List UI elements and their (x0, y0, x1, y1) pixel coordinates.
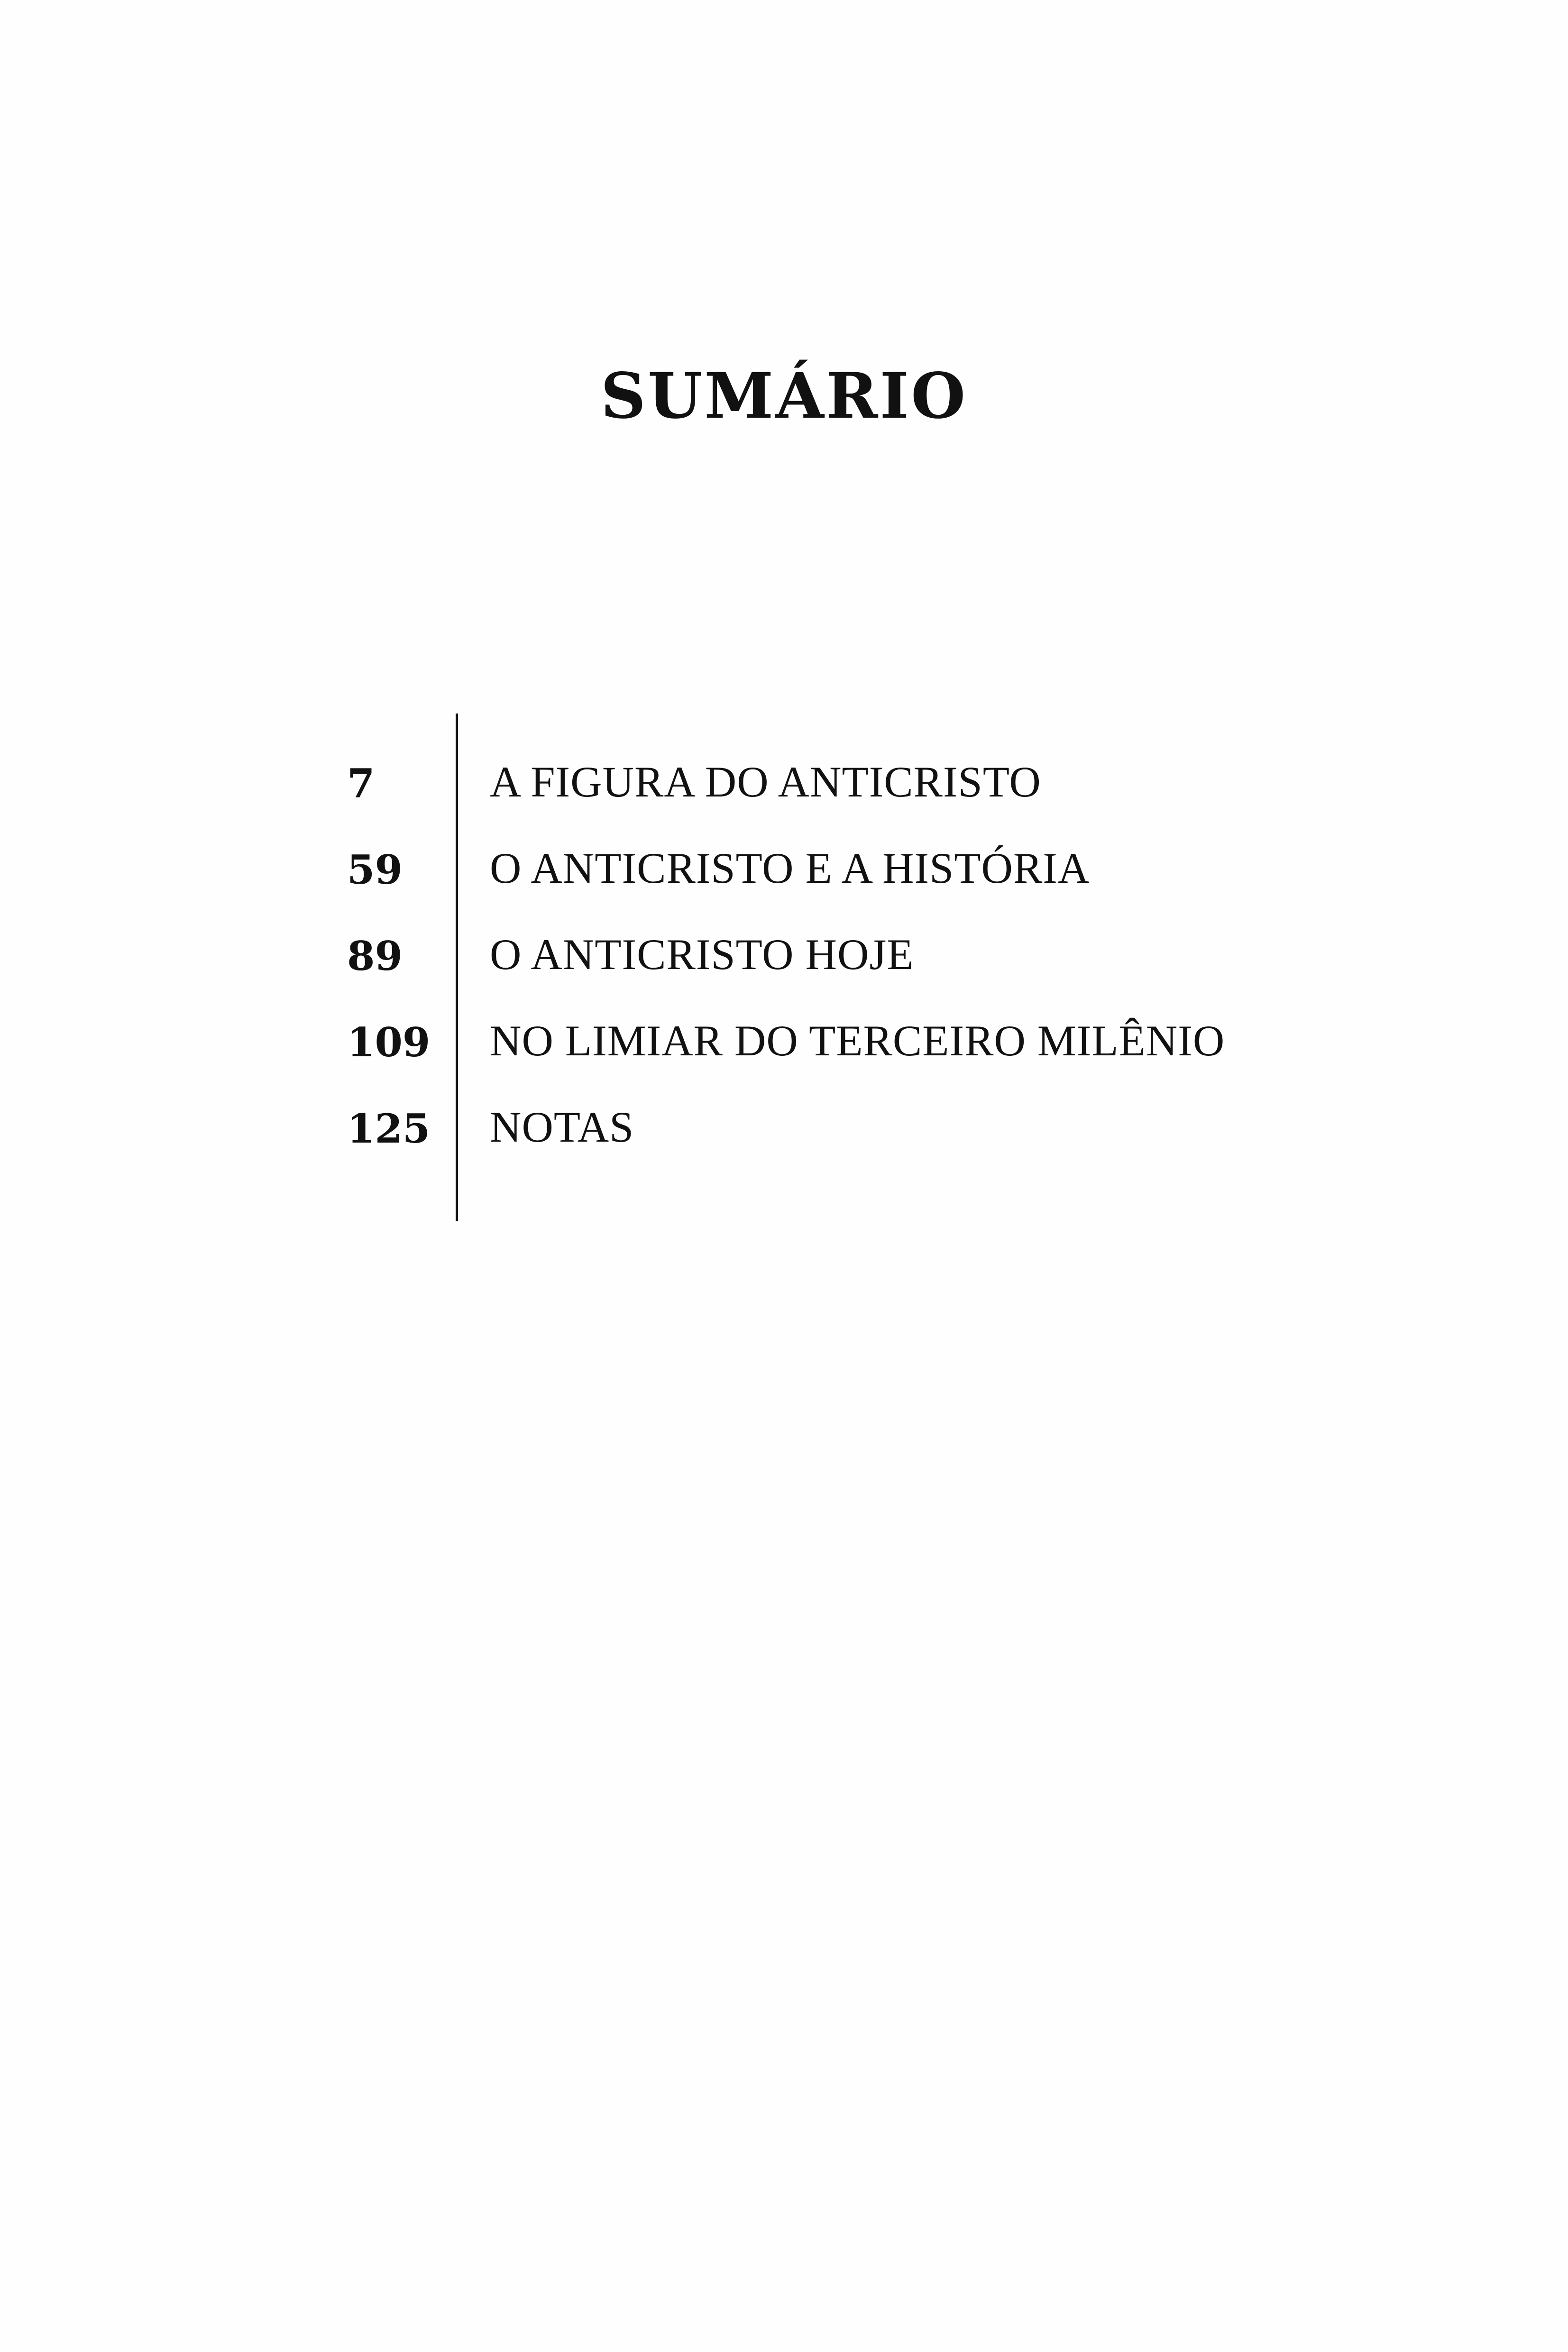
toc-entry (332, 991, 1470, 1066)
toc-page-number: 89 (347, 933, 403, 979)
page-title: SUMÁRIO (600, 359, 968, 433)
toc-entry (332, 1078, 1470, 1152)
toc-page-number: 125 (347, 1105, 431, 1152)
toc-entry (332, 905, 1470, 979)
toc-page-number: 59 (347, 846, 403, 893)
table-of-contents (332, 714, 1470, 1221)
toc-chapter-title: NO LIMIAR DO TERCEIRO MILÊNIO (490, 1016, 1225, 1065)
toc-chapter-title: O ANTICRISTO E A HISTÓRIA (490, 844, 1090, 892)
toc-page-number: 109 (347, 1019, 431, 1066)
toc-chapter-title: A FIGURA DO ANTICRISTO (490, 758, 1041, 806)
toc-chapter-title: O ANTICRISTO HOJE (490, 930, 914, 979)
toc-entry (332, 819, 1470, 893)
toc-entry (332, 732, 1470, 807)
toc-chapter-title: NOTAS (490, 1103, 634, 1151)
toc-page-number: 7 (347, 760, 375, 807)
